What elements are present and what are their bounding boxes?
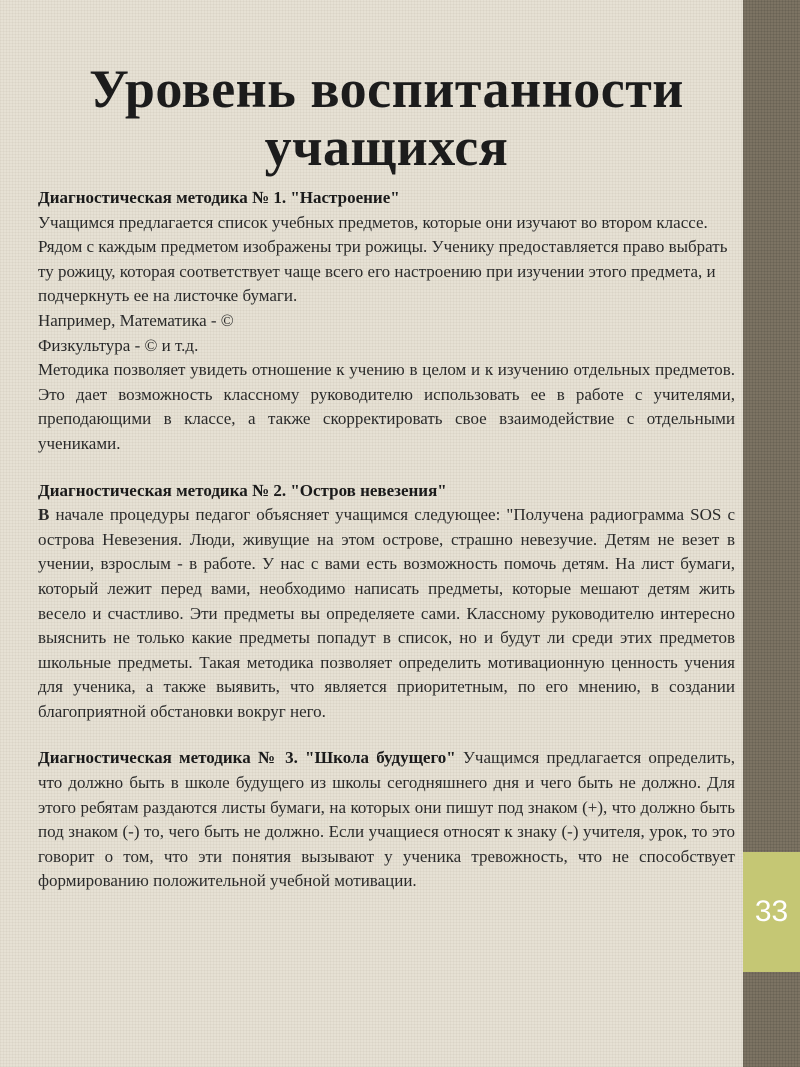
method-1-description: Учащимся предлагается список учебных предметов, которые они изучают во втором классе. Рядом с каждым предметом изображены три рожицы. Ученику предоставляется право выбрать ту рожицу, которая соответствует чаще всего его настроению при изучении этого предмета, и подчеркнуть ее на листочке бумаги.	[38, 212, 728, 306]
method-3-section	[38, 746, 735, 894]
method-1-section	[38, 186, 735, 457]
section-gap	[38, 457, 735, 479]
method-1-conclusion: Методика позволяет увидеть отношение к учению в целом и к изучению отдельных предметов. Это дает возможность классному руководителю использовать ее в работе с учителями, преподающими в классе, а также скорректировать свое взаимодействие с отдельными учениками.	[38, 360, 735, 453]
method-2-body: начале процедуры педагог объясняет учащимся следующее: "Получена радиограмма SOS с острова Невезения. Люди, живущие на этом острове, страшно невезучие. Детям не везет в учении, взрослым - в работе. У нас с вами есть возможность помочь детям. На лист бумаги, который лежит перед вами, необходимо написать предметы, которые мешают детям жить весело и счастливо. Эти предметы вы определяете сами. Классному руководителю интересно выяснить не только какие предметы попадут в список, но и будут ли среди этих предметов школьные предметы. Такая методика позволяет определить мотивационную ценность учения для ученика, а также выявить, что является приоритетным, по его мнению, в создании благоприятной обстановки вокруг него.	[38, 505, 735, 721]
slide-title-line-1: Уровень воспитанности	[89, 59, 684, 119]
method-2-heading: Диагностическая методика № 2. "Остров невезения"	[38, 480, 447, 500]
section-gap	[38, 724, 735, 746]
slide-number: 33	[754, 895, 789, 928]
slide-content	[38, 60, 735, 894]
method-2-lead-letter: В	[38, 505, 50, 525]
method-3-body: Учащимся предлагается определить, что должно быть в школе будущего из школы сегодняшнего дня и чего быть не должно. Для этого ребятам раздаются листы бумаги, на которых они пишут под знаком (+), что должно быть под знаком (-) то, чего быть не должно. Если учащиеся относят к знаку (-) учителя, урок, то это говорит о том, что эти понятия вызывают у ученика тревожность, что не способствует формированию положительной учебной мотивации.	[38, 748, 735, 891]
slide-number-badge	[743, 852, 800, 972]
slide-title-line-2: учащихся	[264, 117, 509, 177]
method-3-text	[38, 746, 735, 894]
method-1-heading: Диагностическая методика № 1. "Настроение"	[38, 188, 400, 207]
method-2-section	[38, 479, 735, 725]
method-1-example-1: Например, Математика - ©	[38, 310, 234, 330]
method-3-heading: Диагностическая методика № 3. "Школа будущего"	[38, 748, 456, 768]
method-2-text	[38, 503, 735, 724]
slide-title	[38, 60, 735, 176]
method-1-example-2: Физкультура - © и т.д.	[38, 335, 199, 355]
